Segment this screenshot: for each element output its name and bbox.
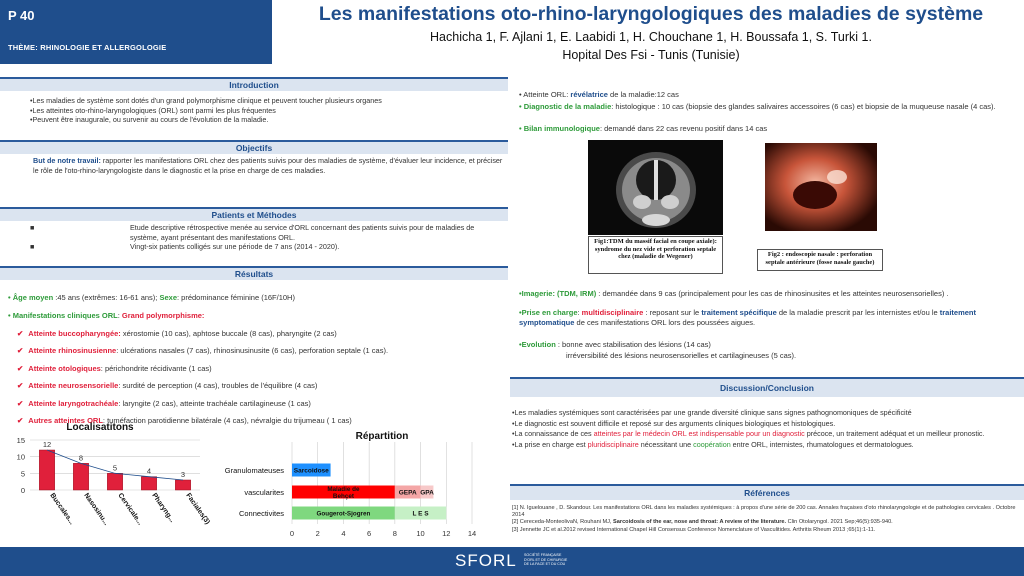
footer-logo: SFORL xyxy=(455,551,517,570)
x-tick-label: 14 xyxy=(467,529,477,538)
manifestations-line: • Manifestations cliniques ORL: Grand polymorphisme: xyxy=(8,311,205,320)
data-label: 4 xyxy=(146,466,152,476)
check-icon: ✔ xyxy=(17,363,24,373)
introduction-heading: Introduction xyxy=(0,77,508,91)
atteinte-orl-post: de la maladie:12 cas xyxy=(607,90,679,99)
segment-label: Gougerot-Sjogren xyxy=(316,510,371,518)
localisations-chart xyxy=(0,420,211,545)
discussion-line xyxy=(512,440,1017,451)
reference-item: [3] Jennette JC et al.2012 revised International Chapel Hill Consensus Conference Nomenclature of Vasculitides. Arthritis Rheum 2013 ;65(1):1-11. xyxy=(512,526,876,533)
reference-item xyxy=(512,519,1017,526)
atteintes-list xyxy=(17,325,507,429)
bullet-icon: ■ xyxy=(30,242,35,251)
prise-label: •Prise en charge xyxy=(519,308,578,317)
atteinte-item xyxy=(17,395,507,412)
footer-logo-subtitle xyxy=(524,553,567,567)
imagerie-label: •Imagerie: (TDM, IRM) xyxy=(519,289,597,298)
y-tick-label: 0 xyxy=(20,486,25,495)
reference-2-pre: [2] Cereceda-MonteolivaN, Rouhani MJ, xyxy=(512,519,614,526)
prise-blue1: traitement spécifique xyxy=(701,308,777,317)
x-tick-label: 6 xyxy=(367,529,372,538)
x-tick-label: 12 xyxy=(442,529,451,538)
atteinte-text: : ulcérations nasales (7 cas), rhinosinusinusite (6 cas), perforation septale (1 cas). xyxy=(116,346,389,356)
category-label: Connectivites xyxy=(238,509,284,518)
discussion-line: •Le diagnostic est souvent difficile et reposé sur des arguments cliniques biologiques et histologiques. xyxy=(512,418,836,428)
endoscopy-image xyxy=(765,143,877,231)
reference-item: [1] N. Iguelouane , D. Skandour. Les manifestations ORL dans les maladies systémiques : à propos d'une série de 200 cas. Annales fraçaises d'oto rhinolaryngologie et de pathologies cervicales . Octobre 2014 xyxy=(512,505,1016,519)
bilan-label: • Bilan immunologique xyxy=(519,124,600,133)
bar xyxy=(141,477,156,490)
prise-en-charge-line xyxy=(519,308,1017,328)
atteinte-orl-blue: révélatrice xyxy=(570,90,608,99)
atteinte-item xyxy=(17,360,507,377)
prise-t1: : reposant sur le xyxy=(643,308,702,317)
poster-badge xyxy=(0,0,272,64)
ct-scan-image xyxy=(588,140,723,235)
atteinte-label: Atteinte neurosensorielle xyxy=(28,381,119,391)
logo-sub-line: DE LA FACE ET DU COU xyxy=(524,562,566,567)
diagnostic-line xyxy=(519,102,1017,112)
poster-title: Les manifestations oto-rhino-laryngologiques des maladies de système xyxy=(318,3,984,25)
objectifs-body xyxy=(33,156,503,175)
bullet-icon: ■ xyxy=(30,223,35,232)
segment-label: GPA xyxy=(420,489,434,497)
age-text: :45 ans (extrêmes: 16-61 ans); xyxy=(53,293,160,302)
atteinte-text: : laryngite (2 cas), atteinte trachéale cartilagineuse (1 cas) xyxy=(118,398,311,408)
evolution-line xyxy=(519,340,1017,350)
y-tick-label: 10 xyxy=(16,452,25,462)
age-sexe-line: • Âge moyen :45 ans (extrêmes: 16-61 ans); Sexe: prédominance féminine (16F/10H) xyxy=(8,293,295,302)
discussion-line xyxy=(512,429,1017,440)
data-label: 8 xyxy=(78,453,84,463)
prise-colon: : xyxy=(577,308,582,317)
discussion-l3-pre: •La connaissance de ces xyxy=(512,429,594,438)
x-tick-label: 10 xyxy=(416,529,425,538)
discussion-l4-pre: •La prise en charge est xyxy=(512,439,588,449)
patients-heading: Patients et Méthodes xyxy=(0,207,508,221)
check-icon: ✔ xyxy=(17,381,24,391)
objectifs-text: rapporter les manifestations ORL chez des patients suivis pour des maladies de système, d'évaluer leur incidence, et préciser le rôle de l'oto-rhino-laryngologiste dans le diagnostic et la prise en charge de ces maladies. xyxy=(33,156,503,175)
bar xyxy=(73,463,88,490)
category-label: vascularites xyxy=(244,488,284,497)
atteinte-label: Autres atteintes ORL xyxy=(28,416,103,426)
bar xyxy=(39,450,54,490)
discussion-l4-green: coopération xyxy=(693,439,731,449)
reference-2-post: Clin Otolaryngol. 2021 Sep;46(5):935-940. xyxy=(786,519,893,526)
check-icon: ✔ xyxy=(17,416,24,426)
x-tick-label: 2 xyxy=(315,529,320,538)
y-tick-label: 15 xyxy=(16,436,25,445)
segment-label: L E S xyxy=(412,510,429,518)
logo-sub-line: D'ORL ET DE CHIRURGIE xyxy=(524,557,568,562)
logo-sub-line: SOCIÉTÉ FRANÇAISE xyxy=(524,553,562,557)
segment-label: GEPA xyxy=(398,489,417,497)
atteinte-orl-line xyxy=(519,90,1017,100)
references-body xyxy=(512,505,1017,534)
x-tick-label: 0 xyxy=(289,529,295,538)
manif-red: Grand polymorphisme: xyxy=(121,311,205,320)
segment-label: Maladie de xyxy=(327,486,360,493)
manif-colon: : xyxy=(117,311,122,320)
y-tick-label: 5 xyxy=(20,469,25,479)
x-tick-label: Buccales... xyxy=(48,492,76,527)
discussion-line: •Les maladies systémiques sont caractérisées par une grande diversité clinique sans signes pathognomoniques de spécificité xyxy=(512,408,912,417)
atteinte-text: : tuméfaction parotidienne bilatérale (4 cas), névralgie du trijumeau ( 1 cas) xyxy=(102,416,352,426)
prise-blue2: traitement symptomatique xyxy=(519,308,977,327)
atteinte-text: xérostomie (10 cas), aphtose buccale (8 cas), pharyngite (2 cas) xyxy=(120,329,337,338)
diagnostic-text: : histologique : 10 cas (biopsie des glandes salivaires accessoires (6 cas) et biopsie de la muqueuse nasale (4 cas). xyxy=(611,102,996,111)
patients-item: Vingt-six patients colligés sur une période de 7 ans (2014 - 2020). xyxy=(130,242,340,251)
introduction-line: •Les atteintes oto-rhino-laryngologiques (ORL) sont parmi les plus fréquentes xyxy=(30,105,276,115)
discussion-l3-post: précoce, un traitement adéquat et un meilleur pronostic. xyxy=(804,429,985,438)
introduction-body xyxy=(30,96,500,125)
patients-item: Etude descriptive rétrospective menée au service d'ORL concernant des patients suivis pour de maladies de système, ayant présentant des manifestations ORL. xyxy=(130,223,475,242)
atteinte-text: : surdité de perception (4 cas), troubles de l'équilibre (4 cas) xyxy=(118,381,318,391)
atteinte-label: Atteinte otologiques xyxy=(28,363,101,373)
evolution-line2: irréversibilité des lésions neurosensorielles et cartilagineuses (5 cas). xyxy=(566,351,797,360)
segment-label: Behçet xyxy=(332,493,354,500)
atteinte-orl-pre: • Atteinte ORL: xyxy=(519,90,571,99)
segment-label: Sarcoidose xyxy=(293,467,329,475)
prise-t2: de la maladie prescrit par les internistes et/ou le xyxy=(776,308,940,317)
atteinte-label: Atteinte buccopharyngée: xyxy=(28,329,121,338)
footer-bar xyxy=(0,547,1024,576)
atteinte-item xyxy=(17,325,507,342)
check-icon: ✔ xyxy=(17,398,24,408)
atteinte-item xyxy=(17,377,507,394)
reference-2-bold: Sarcoidosis of the ear, nose and throat: A review of the literature. xyxy=(613,519,787,526)
bar xyxy=(175,480,190,490)
x-tick-label: Nasosinu... xyxy=(82,492,110,527)
bilan-text: : demandé dans 22 cas revenu positif dans 14 cas xyxy=(599,124,768,133)
evolution-label: •Evolution xyxy=(519,340,556,349)
x-tick-label: 8 xyxy=(392,529,397,538)
data-label: 3 xyxy=(180,470,186,479)
manif-label: Manifestations cliniques ORL xyxy=(12,311,118,320)
ct-scan-drawing xyxy=(588,140,723,235)
hospital: Hopital Des Fsi - Tunis (Tunisie) xyxy=(562,48,740,62)
x-tick-label: Faciales(3) xyxy=(184,492,211,526)
evolution-text1: : bonne avec stabilisation des lésions (14 cas) xyxy=(555,340,711,349)
atteinte-item xyxy=(17,342,507,359)
chart-title: Localisatitons xyxy=(66,422,134,433)
discussion-l3-red: atteintes par le médecin ORL est indispensable pour un diagnostic xyxy=(593,429,805,438)
bilan-line xyxy=(519,124,1017,134)
x-tick-label: Pharyng... xyxy=(150,492,176,524)
age-label: Âge moyen xyxy=(12,293,54,302)
data-label: 12 xyxy=(42,440,52,449)
discussion-body xyxy=(512,408,1017,450)
data-label: 5 xyxy=(112,463,118,473)
discussion-heading: Discussion/Conclusion xyxy=(510,377,1024,397)
poster-theme: THÈME: RHINOLOGIE ET ALLERGOLOGIE xyxy=(8,43,167,52)
discussion-l4-red: pluridisciplinaire xyxy=(587,439,639,449)
imagerie-text: : demandée dans 9 cas (principalement pour les cas de rhinosinusites et les atteintes neurosensorielles) . xyxy=(596,289,949,298)
repartition-chart xyxy=(210,428,480,545)
sexe-label: Sexe xyxy=(159,293,177,302)
atteinte-text: : périchondrite récidivante (1 cas) xyxy=(100,363,212,373)
diagnostic-label: • Diagnostic de la maladie xyxy=(519,102,612,111)
authors: Hachicha 1, F. Ajlani 1, E. Laabidi 1, H. Chouchane 1, H. Boussafa 1, S. Turki 1. xyxy=(430,30,872,44)
figure1-caption: Fig1:TDM du massif facial en coupe axiale): syndrome du nez vide et perforation septale chez (maladie de Wegener) xyxy=(588,236,723,274)
bar xyxy=(107,473,122,490)
resultats-heading: Résultats xyxy=(0,266,508,280)
objectifs-heading: Objectifs xyxy=(0,140,508,154)
discussion-l4-post: entre ORL, internistes, rhumatologues et dermatologues. xyxy=(730,439,914,449)
check-icon: ✔ xyxy=(17,329,24,338)
imagerie-line xyxy=(519,289,1017,299)
objectifs-label: But de notre travail: xyxy=(33,156,101,165)
x-tick-label: 4 xyxy=(341,529,346,538)
prise-t3: de ces manifestations ORL lors des poussées aigues. xyxy=(574,318,756,327)
references-heading: Références xyxy=(510,484,1024,500)
figure2-caption: Fig2 : endoscopie nasale : perforation septale antérieure (fosse nasale gauche) xyxy=(757,249,883,271)
category-label: Granulomateuses xyxy=(224,466,284,475)
introduction-line: •Peuvent être inaugurale, ou survenir au cours de l'évolution de la maladie. xyxy=(30,115,269,124)
endoscopy-drawing xyxy=(765,143,877,231)
poster-number: P 40 xyxy=(8,8,35,23)
sexe-text: : prédominance féminine (16F/10H) xyxy=(177,293,295,302)
check-icon: ✔ xyxy=(17,346,24,356)
prise-red: multidisciplinaire xyxy=(581,308,644,317)
discussion-l4-mid: nécessitant une xyxy=(638,439,694,449)
chart-title: Répartition xyxy=(355,431,409,442)
introduction-line: •Les maladies de système sont dotés d'un grand polymorphisme clinique et peuvent toucher plusieurs organes xyxy=(30,96,382,105)
atteinte-label: Atteinte rhinosinusienne xyxy=(28,346,117,356)
x-tick-label: Cervicale... xyxy=(116,492,144,527)
atteinte-label: Atteinte laryngotrachéale xyxy=(28,398,119,408)
